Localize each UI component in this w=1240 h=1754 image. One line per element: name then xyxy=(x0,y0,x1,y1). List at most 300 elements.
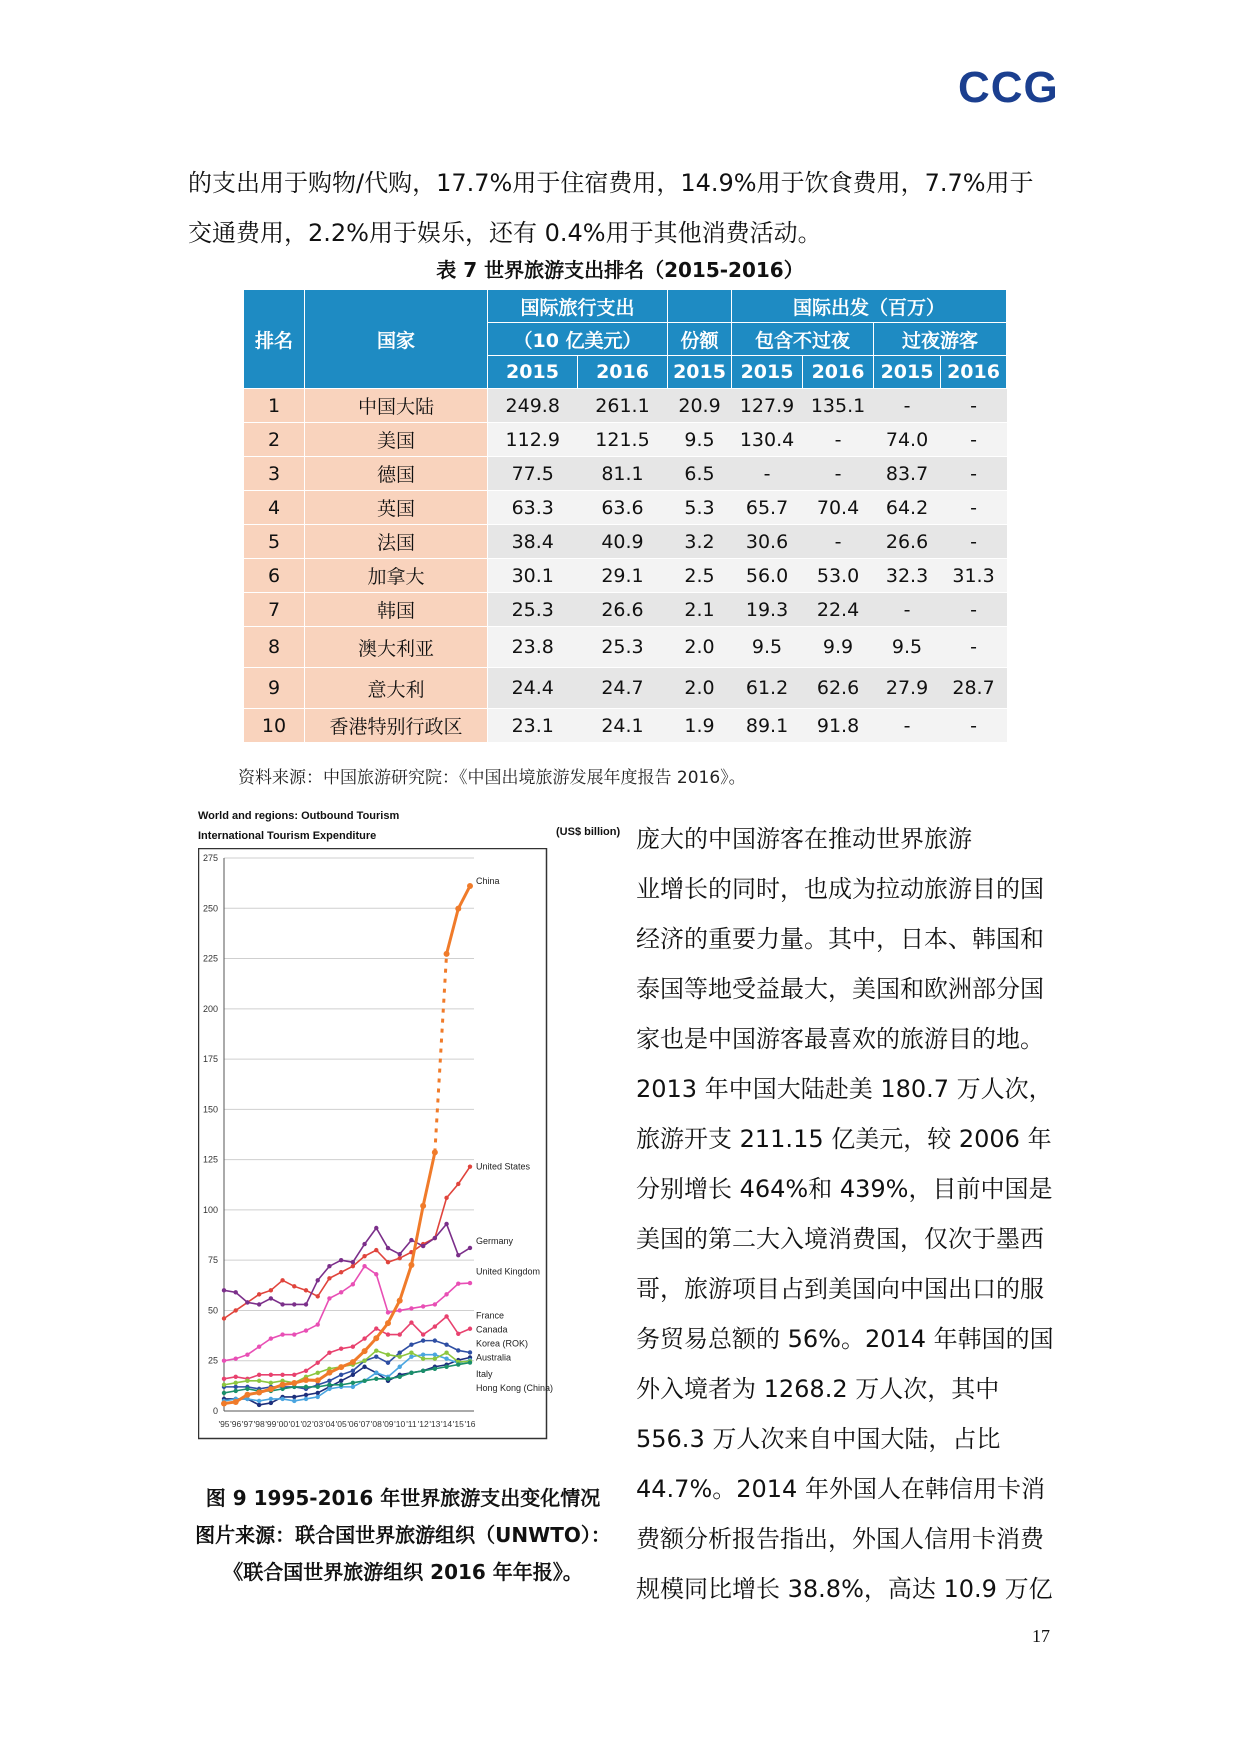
data-point xyxy=(269,1373,273,1377)
value-cell: 26.6 xyxy=(578,593,668,627)
series-label: Hong Kong (China) xyxy=(476,1382,554,1393)
data-point xyxy=(456,1253,460,1257)
right-text-line: 外入境者为 1268.2 万人次，其中 xyxy=(636,1375,1000,1403)
data-point xyxy=(339,1270,343,1274)
data-point xyxy=(245,1387,249,1391)
value-cell: 25.3 xyxy=(488,593,578,627)
data-point xyxy=(257,1403,261,1407)
y-tick-label: 275 xyxy=(202,853,218,863)
tourism-expenditure-chart xyxy=(198,848,618,1468)
data-point xyxy=(374,1272,378,1276)
series-label: Canada xyxy=(476,1324,508,1335)
data-point xyxy=(433,1324,437,1328)
data-point xyxy=(245,1352,249,1356)
value-cell: 9.5 xyxy=(874,627,941,668)
value-cell: 56.0 xyxy=(732,559,803,593)
data-point xyxy=(327,1350,331,1354)
figure-caption-title: 图 9 1995-2016 年世界旅游支出变化情况 xyxy=(205,1486,601,1510)
rank-cell: 2 xyxy=(244,423,305,457)
data-point xyxy=(386,1260,390,1264)
value-cell: 6.5 xyxy=(668,457,732,491)
value-cell: 32.3 xyxy=(874,559,941,593)
data-point xyxy=(421,1369,425,1373)
data-point xyxy=(292,1373,296,1377)
right-text-line: 哥，旅游项目占到美国向中国出口的服 xyxy=(636,1275,1044,1303)
data-point xyxy=(467,883,473,889)
value-cell: - xyxy=(941,389,1007,423)
rank-cell: 8 xyxy=(244,627,305,668)
x-tick-label: '97 xyxy=(241,1419,253,1429)
data-point xyxy=(351,1385,355,1389)
value-cell: 89.1 xyxy=(732,709,803,743)
data-point xyxy=(222,1391,226,1395)
data-point xyxy=(374,1371,378,1375)
header-rank: 排名 xyxy=(244,290,305,389)
chart-unit: (US$ billion) xyxy=(556,826,621,838)
data-point xyxy=(433,1352,437,1356)
value-cell: 121.5 xyxy=(578,423,668,457)
data-point xyxy=(455,906,461,912)
rank-cell: 6 xyxy=(244,559,305,593)
data-point xyxy=(444,1342,448,1346)
data-point xyxy=(468,1281,472,1285)
series-label: China xyxy=(476,876,500,887)
data-point xyxy=(409,1371,413,1375)
y-tick-label: 25 xyxy=(207,1355,218,1366)
series-label: United States xyxy=(476,1161,531,1172)
country-cell: 韩国 xyxy=(305,593,488,627)
ranking-table xyxy=(243,289,1007,743)
data-point xyxy=(339,1290,343,1294)
value-cell: - xyxy=(803,423,874,457)
right-text-line: 44.7%。2014 年外国人在韩信用卡消 xyxy=(636,1475,1045,1503)
value-cell: 2.0 xyxy=(668,627,732,668)
x-tick-label: '09 xyxy=(382,1419,394,1429)
value-cell: 9.5 xyxy=(668,423,732,457)
data-point xyxy=(421,1357,425,1361)
rank-cell: 10 xyxy=(244,709,305,743)
data-point xyxy=(339,1383,343,1387)
right-text-line: 556.3 万人次来自中国大陆，占比 xyxy=(636,1425,1001,1453)
value-cell: 81.1 xyxy=(578,457,668,491)
figure-caption xyxy=(188,1480,618,1591)
header-intl-spend: 国际旅行支出 xyxy=(488,290,668,323)
data-point xyxy=(350,1359,356,1365)
data-point xyxy=(362,1264,366,1268)
data-point xyxy=(316,1322,320,1326)
value-cell: 5.3 xyxy=(668,491,732,525)
value-cell: 38.4 xyxy=(488,525,578,559)
value-cell: 249.8 xyxy=(488,389,578,423)
table-row xyxy=(244,389,1007,423)
series-label: Italy xyxy=(476,1368,493,1379)
header-year: 2016 xyxy=(941,356,1007,389)
series-label: Korea (ROK) xyxy=(476,1338,529,1349)
value-cell: 83.7 xyxy=(874,457,941,491)
header-blank xyxy=(668,290,732,323)
data-point xyxy=(386,1361,390,1365)
x-tick-label: '12 xyxy=(417,1419,429,1429)
data-point xyxy=(421,1338,425,1342)
value-cell: 30.6 xyxy=(732,525,803,559)
chart-heading xyxy=(198,806,399,846)
value-cell: - xyxy=(803,457,874,491)
table-row xyxy=(244,491,1007,525)
data-point xyxy=(338,1364,344,1370)
data-point xyxy=(421,1304,425,1308)
data-point xyxy=(316,1391,320,1395)
right-text-line: 美国的第二大入境消费国，仅次于墨西 xyxy=(636,1225,1044,1253)
x-tick-label: '99 xyxy=(265,1419,277,1429)
x-tick-label: '96 xyxy=(230,1419,242,1429)
data-point xyxy=(444,1350,448,1354)
x-tick-label: '98 xyxy=(253,1419,265,1429)
data-point xyxy=(222,1383,226,1387)
data-point xyxy=(304,1328,308,1332)
data-point xyxy=(398,1365,402,1369)
y-tick-label: 250 xyxy=(202,903,218,914)
value-cell: 91.8 xyxy=(803,709,874,743)
data-point xyxy=(268,1386,274,1392)
data-point xyxy=(432,1149,438,1155)
value-cell: 23.8 xyxy=(488,627,578,668)
data-point xyxy=(398,1308,402,1312)
data-point xyxy=(433,1302,437,1306)
data-point xyxy=(234,1308,238,1312)
data-point xyxy=(280,1302,284,1306)
right-text-line: 务贸易总额的 56%。2014 年韩国的国 xyxy=(636,1325,1054,1353)
value-cell: 9.9 xyxy=(803,627,874,668)
value-cell: 24.4 xyxy=(488,668,578,709)
data-point xyxy=(234,1385,238,1389)
data-point xyxy=(398,1252,402,1256)
data-point xyxy=(398,1256,402,1260)
data-point xyxy=(433,1357,437,1361)
data-point xyxy=(291,1380,297,1386)
data-point xyxy=(244,1392,250,1398)
data-point xyxy=(456,1348,460,1352)
data-point xyxy=(362,1348,368,1354)
data-point xyxy=(362,1336,366,1340)
data-point xyxy=(408,1262,414,1268)
value-cell: 9.5 xyxy=(732,627,803,668)
rank-cell: 3 xyxy=(244,457,305,491)
data-point xyxy=(233,1399,239,1405)
data-point xyxy=(304,1393,308,1397)
table-row xyxy=(244,593,1007,627)
value-cell: - xyxy=(941,709,1007,743)
rank-cell: 4 xyxy=(244,491,305,525)
value-cell: 24.7 xyxy=(578,668,668,709)
data-point xyxy=(257,1399,261,1403)
header-departures: 国际出发（百万） xyxy=(732,290,1007,323)
y-tick-label: 200 xyxy=(202,1003,218,1014)
x-tick-label: '95 xyxy=(218,1419,230,1429)
value-cell: 261.1 xyxy=(578,389,668,423)
country-cell: 澳大利亚 xyxy=(305,627,488,668)
right-text-line: 经济的重要力量。其中，日本、韩国和 xyxy=(636,925,1044,953)
data-point xyxy=(269,1296,273,1300)
table-row xyxy=(244,668,1007,709)
figure-caption-report: 《联合国世界旅游组织 2016 年年报》。 xyxy=(223,1560,583,1584)
data-point xyxy=(292,1302,296,1306)
data-point xyxy=(374,1248,378,1252)
data-point xyxy=(374,1226,378,1230)
value-cell: 2.5 xyxy=(668,559,732,593)
data-point xyxy=(433,1367,437,1371)
value-cell: 27.9 xyxy=(874,668,941,709)
data-point xyxy=(327,1387,331,1391)
value-cell: 26.6 xyxy=(874,525,941,559)
table-row xyxy=(244,627,1007,668)
header-year: 2015 xyxy=(874,356,941,389)
data-point xyxy=(269,1288,273,1292)
value-cell: 130.4 xyxy=(732,423,803,457)
data-point xyxy=(280,1382,286,1388)
data-point xyxy=(444,1292,448,1296)
y-tick-label: 125 xyxy=(202,1154,218,1165)
data-point xyxy=(456,1362,460,1366)
data-point xyxy=(444,1196,448,1200)
data-point xyxy=(351,1260,355,1264)
country-cell: 美国 xyxy=(305,423,488,457)
data-point xyxy=(468,1360,472,1364)
y-tick-label: 0 xyxy=(212,1406,218,1416)
data-point xyxy=(421,1332,425,1336)
data-point xyxy=(269,1397,273,1401)
header-year: 2015 xyxy=(668,356,732,389)
data-point xyxy=(398,1332,402,1336)
y-tick-label: 75 xyxy=(207,1255,218,1266)
figure-caption-source: 图片来源：联合国世界旅游组织（UNWTO）： xyxy=(195,1523,611,1547)
data-point xyxy=(444,1314,448,1318)
chart-title: World and regions: Outbound Tourism xyxy=(198,810,400,822)
data-point xyxy=(398,1355,402,1359)
data-point xyxy=(444,951,450,957)
y-tick-label: 50 xyxy=(207,1305,218,1316)
data-point xyxy=(386,1332,390,1336)
header-spend-unit: （10 亿美元） xyxy=(488,323,668,356)
x-tick-label: '02 xyxy=(300,1419,312,1429)
header-incl-no-overnight: 包含不过夜 xyxy=(732,323,874,356)
data-point xyxy=(409,1355,413,1359)
data-point xyxy=(339,1258,343,1262)
data-point xyxy=(304,1397,308,1401)
data-point xyxy=(327,1264,331,1268)
data-point xyxy=(245,1300,249,1304)
data-point xyxy=(316,1361,320,1365)
data-point xyxy=(421,1244,425,1248)
value-cell: - xyxy=(941,627,1007,668)
intro-line: 的支出用于购物/代购，17.7%用于住宿费用，14.9%用于饮食费用，7.7%用于 xyxy=(188,169,1034,197)
right-text-line: 业增长的同时，也成为拉动旅游目的国 xyxy=(636,875,1044,903)
data-point xyxy=(304,1385,308,1389)
data-point xyxy=(351,1344,355,1348)
value-cell: 20.9 xyxy=(668,389,732,423)
right-text-line: 2013 年中国大陆赴美 180.7 万人次， xyxy=(636,1075,1053,1103)
data-point xyxy=(221,1401,227,1407)
table-caption: 表 7 世界旅游支出排名（2015-2016） xyxy=(436,258,804,282)
x-tick-label: '07 xyxy=(359,1419,371,1429)
x-tick-label: '00 xyxy=(277,1419,289,1429)
data-point xyxy=(256,1389,262,1395)
series-label: United Kingdom xyxy=(476,1266,541,1277)
header-overnight: 过夜游客 xyxy=(874,323,1007,356)
chart-frame xyxy=(199,849,547,1439)
value-cell: - xyxy=(874,593,941,627)
data-point xyxy=(339,1346,343,1350)
data-point xyxy=(386,1352,390,1356)
data-point xyxy=(304,1302,308,1306)
data-point xyxy=(421,1352,425,1356)
x-tick-label: '11 xyxy=(406,1419,417,1429)
data-point xyxy=(385,1320,391,1326)
data-point xyxy=(222,1316,226,1320)
value-cell: 63.6 xyxy=(578,491,668,525)
x-tick-label: '01 xyxy=(288,1419,300,1429)
data-point xyxy=(374,1348,378,1352)
data-point xyxy=(351,1381,355,1385)
value-cell: 62.6 xyxy=(803,668,874,709)
country-cell: 意大利 xyxy=(305,668,488,709)
right-text-line: 庞大的中国游客在推动世界旅游 xyxy=(636,825,972,853)
country-cell: 加拿大 xyxy=(305,559,488,593)
data-point xyxy=(398,1375,402,1379)
data-point xyxy=(316,1385,320,1389)
data-point xyxy=(398,1350,402,1354)
country-cell: 英国 xyxy=(305,491,488,525)
data-point xyxy=(280,1278,284,1282)
data-point xyxy=(351,1369,355,1373)
x-tick-label: '15 xyxy=(452,1419,464,1429)
data-point xyxy=(339,1373,343,1377)
rank-cell: 9 xyxy=(244,668,305,709)
chart-subtitle: International Tourism Expenditure xyxy=(198,830,377,842)
data-point xyxy=(245,1379,249,1383)
data-point xyxy=(468,1164,472,1168)
data-point xyxy=(316,1278,320,1282)
data-point xyxy=(351,1264,355,1268)
data-point xyxy=(409,1238,413,1242)
value-cell: 65.7 xyxy=(732,491,803,525)
header-year: 2016 xyxy=(578,356,668,389)
value-cell: 22.4 xyxy=(803,593,874,627)
x-tick-label: '16 xyxy=(464,1419,476,1429)
page-number: 17 xyxy=(1032,1626,1050,1646)
y-tick-label: 150 xyxy=(202,1104,218,1115)
value-cell: - xyxy=(941,491,1007,525)
value-cell: 2.1 xyxy=(668,593,732,627)
value-cell: - xyxy=(941,457,1007,491)
header-share: 份额 xyxy=(668,323,732,356)
data-point xyxy=(234,1389,238,1393)
rank-cell: 7 xyxy=(244,593,305,627)
data-point xyxy=(280,1397,284,1401)
data-point xyxy=(292,1284,296,1288)
data-point xyxy=(257,1302,261,1306)
x-tick-label: '03 xyxy=(312,1419,324,1429)
value-cell: - xyxy=(874,389,941,423)
country-cell: 德国 xyxy=(305,457,488,491)
data-point xyxy=(409,1320,413,1324)
value-cell: 3.2 xyxy=(668,525,732,559)
data-point xyxy=(292,1395,296,1399)
header-year: 2015 xyxy=(488,356,578,389)
value-cell: - xyxy=(941,593,1007,627)
data-point xyxy=(433,1338,437,1342)
x-tick-label: '10 xyxy=(394,1419,406,1429)
data-point xyxy=(257,1373,261,1377)
country-cell: 法国 xyxy=(305,525,488,559)
table-row xyxy=(244,709,1007,743)
value-cell: 135.1 xyxy=(803,389,874,423)
data-point xyxy=(292,1332,296,1336)
y-tick-label: 100 xyxy=(202,1204,218,1215)
country-cell: 香港特别行政区 xyxy=(305,709,488,743)
table-row xyxy=(244,525,1007,559)
value-cell: 2.0 xyxy=(668,668,732,709)
data-point xyxy=(362,1254,366,1258)
value-cell: 77.5 xyxy=(488,457,578,491)
data-point xyxy=(327,1383,331,1387)
x-tick-label: '13 xyxy=(429,1419,441,1429)
data-point xyxy=(222,1377,226,1381)
data-point xyxy=(316,1294,320,1298)
data-point xyxy=(444,1365,448,1369)
value-cell: 19.3 xyxy=(732,593,803,627)
right-paragraph xyxy=(636,814,1068,1614)
data-point xyxy=(409,1306,413,1310)
intro-line: 交通费用，2.2%用于娱乐，还有 0.4%用于其他消费活动。 xyxy=(188,219,822,247)
value-cell: 29.1 xyxy=(578,559,668,593)
right-text-line: 规模同比增长 38.8%，高达 10.9 万亿 xyxy=(636,1575,1053,1603)
data-point xyxy=(456,1182,460,1186)
table-row xyxy=(244,559,1007,593)
value-cell: 74.0 xyxy=(874,423,941,457)
value-cell: 40.9 xyxy=(578,525,668,559)
header-country: 国家 xyxy=(305,290,488,389)
data-point xyxy=(234,1290,238,1294)
value-cell: 24.1 xyxy=(578,709,668,743)
data-point xyxy=(257,1344,261,1348)
table-row xyxy=(244,423,1007,457)
data-point xyxy=(303,1377,309,1383)
y-tick-label: 225 xyxy=(202,953,218,964)
header-year: 2016 xyxy=(803,356,874,389)
value-cell: 64.2 xyxy=(874,491,941,525)
data-point xyxy=(339,1379,343,1383)
data-point xyxy=(468,1246,472,1250)
value-cell: 31.3 xyxy=(941,559,1007,593)
x-tick-label: '14 xyxy=(441,1419,453,1429)
data-point xyxy=(386,1377,390,1381)
data-point xyxy=(234,1375,238,1379)
data-point xyxy=(433,1236,437,1240)
value-cell: - xyxy=(803,525,874,559)
right-text-line: 费额分析报告指出，外国人信用卡消费 xyxy=(636,1525,1044,1553)
data-point xyxy=(327,1276,331,1280)
data-point xyxy=(386,1310,390,1314)
data-point xyxy=(316,1395,320,1399)
data-point xyxy=(351,1373,355,1377)
data-point xyxy=(269,1336,273,1340)
data-point xyxy=(326,1370,332,1376)
data-point xyxy=(257,1379,261,1383)
ccg-logo: CCG xyxy=(958,63,1059,112)
data-point xyxy=(304,1369,308,1373)
data-point xyxy=(386,1246,390,1250)
value-cell: 23.1 xyxy=(488,709,578,743)
